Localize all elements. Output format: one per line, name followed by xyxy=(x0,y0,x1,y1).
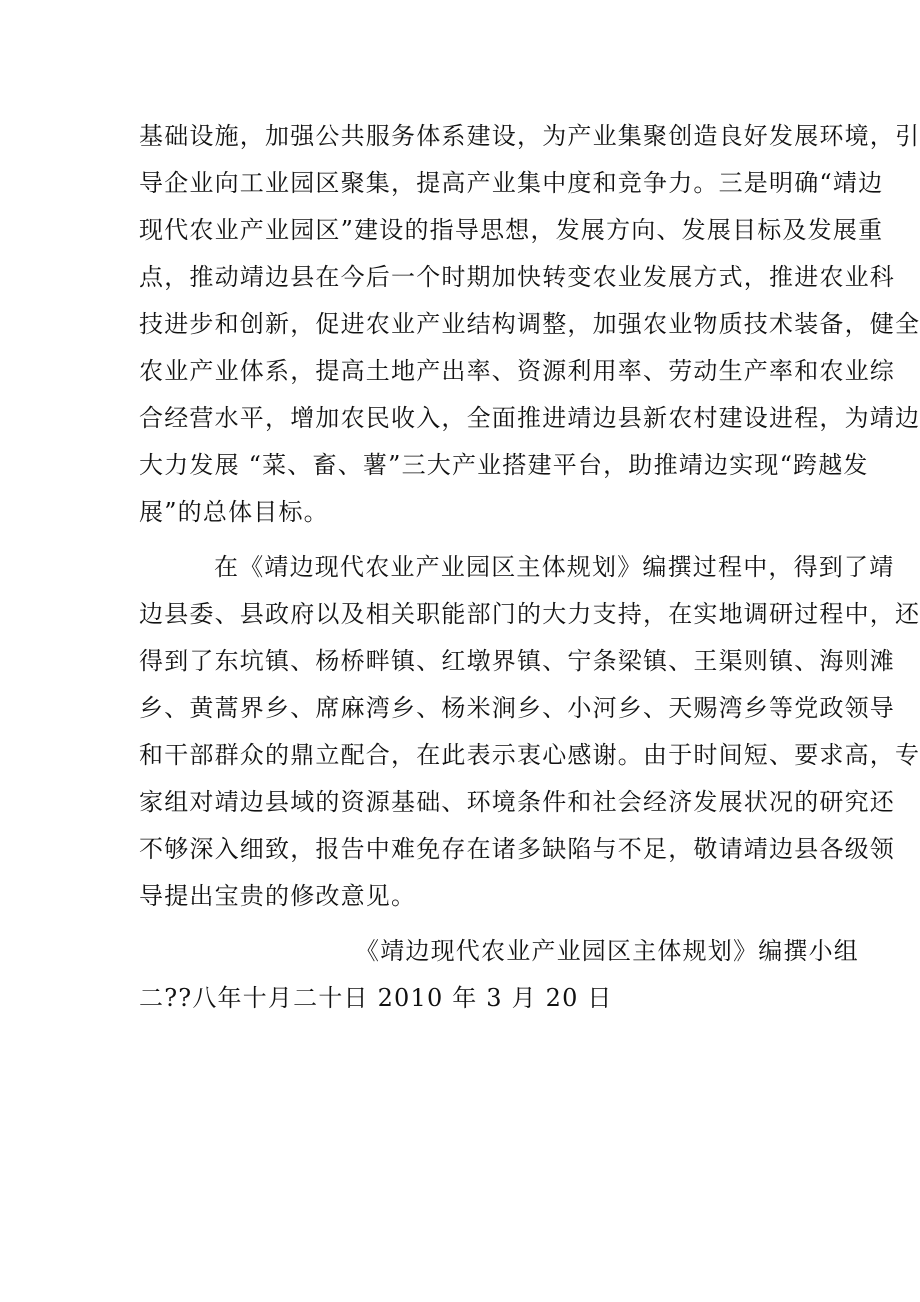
paragraph-1-line-8: 大力发展 “菜、畜、薯”三大产业搭建平台，助推靖边实现“跨越发 xyxy=(139,451,869,479)
paragraph-2-line-5: 和干部群众的鼎立配合，在此表示衷心感谢。由于时间短、要求高，专 xyxy=(139,741,920,769)
paragraph-1-line-7: 合经营水平，增加农民收入，全面推进靖边县新农村建设进程，为靖边 xyxy=(139,404,920,432)
paragraph-2-line-3: 得到了东坑镇、杨桥畔镇、红墩界镇、宁条梁镇、王渠则镇、海则滩 xyxy=(139,647,895,675)
paragraph-1-line-2: 导企业向工业园区聚集，提高产业集中度和竞争力。三是明确“靖边 xyxy=(139,169,884,197)
paragraph-1-line-1: 基础设施，加强公共服务体系建设，为产业集聚创造良好发展环境，引 xyxy=(139,122,920,150)
paragraph-1-line-4: 点，推动靖边县在今后一个时期加快转变农业发展方式，推进农业科 xyxy=(139,263,895,291)
paragraph-1-line-9: 展”的总体目标。 xyxy=(139,498,329,526)
date-line: 二??八年十月二十日 2010 年 3 月 20 日 xyxy=(139,984,613,1012)
paragraph-2-line-7: 不够深入细致，报告中难免存在诸多缺陷与不足，敬请靖边县各级领 xyxy=(139,835,895,863)
paragraph-2-line-2: 边县委、县政府以及相关职能部门的大力支持，在实地调研过程中，还 xyxy=(139,600,920,628)
paragraph-1-line-5: 技进步和创新，促进农业产业结构调整，加强农业物质技术装备，健全 xyxy=(139,310,920,338)
paragraph-1-line-3: 现代农业产业园区”建设的指导思想，发展方向、发展目标及发展重 xyxy=(139,216,884,244)
paragraph-1-line-6: 农业产业体系，提高土地产出率、资源利用率、劳动生产率和农业综 xyxy=(139,357,895,385)
paragraph-2-line-6: 家组对靖边县域的资源基础、环境条件和社会经济发展状况的研究还 xyxy=(139,788,895,816)
paragraph-2-line-1: 在《靖边现代农业产业园区主体规划》编撰过程中，得到了靖 xyxy=(214,553,895,581)
paragraph-2-line-8: 导提出宝贵的修改意见。 xyxy=(139,882,417,910)
paragraph-2-line-4: 乡、黄蒿界乡、席麻湾乡、杨米涧乡、小河乡、天赐湾乡等党政领导 xyxy=(139,694,895,722)
signature: 《靖边现代农业产业园区主体规划》编撰小组 xyxy=(355,937,859,965)
